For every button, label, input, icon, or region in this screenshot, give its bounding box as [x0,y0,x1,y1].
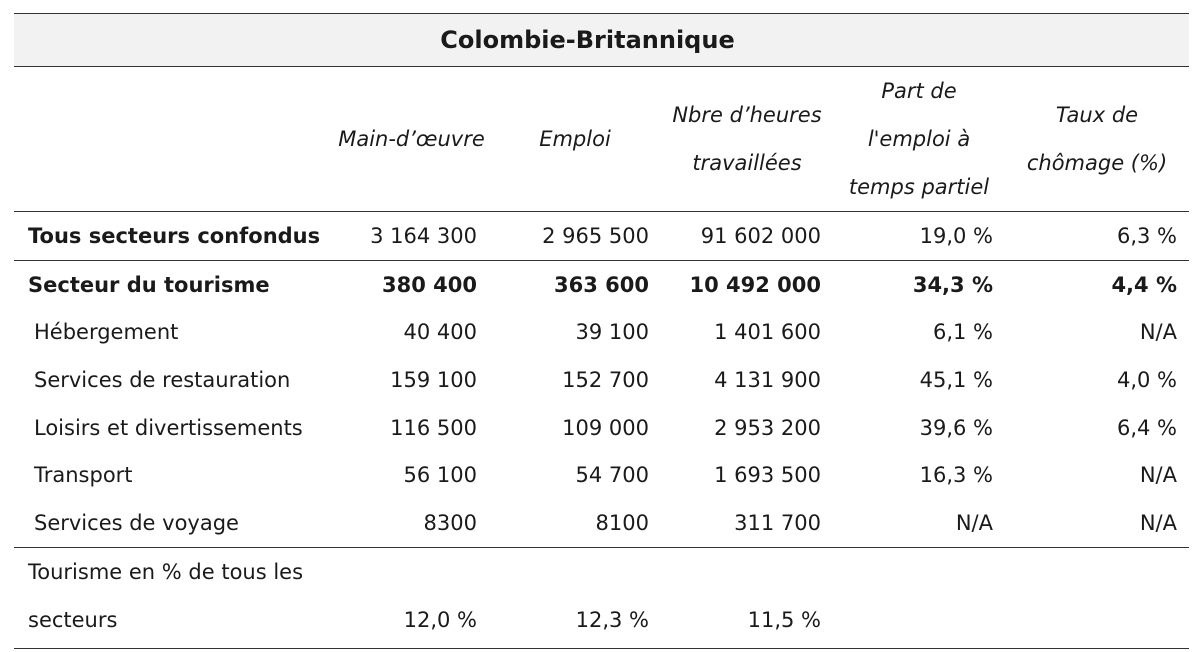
cell-value: 10 492 000 [689,272,821,297]
cell-value: 159 100 [390,367,477,392]
cell-value: 12,3 % [489,547,661,648]
cell-value: 116 500 [390,415,477,440]
table-title: Colombie-Britannique [440,26,735,54]
cell-value: 4,4 % [1111,272,1177,297]
header-temps-partiel: Part de l'emploi à temps partiel [833,67,1005,212]
row-label-subsector: Services de restauration [34,367,291,392]
table-row [14,404,1189,452]
table-row [14,356,1189,404]
row-label-subsector: Loisirs et divertissements [34,415,303,440]
table-row [14,212,1189,261]
cell-value: 54 700 [575,463,649,488]
header-emploi: Emploi [489,67,661,212]
cell-value: 11,5 % [661,547,833,648]
cell-value: 16,3 % [919,463,993,488]
cell-value: 6,1 % [932,320,993,345]
cell-value: 39 100 [575,320,649,345]
tourism-table-container [14,13,1189,649]
cell-value: 363 600 [554,272,649,297]
cell-value: 2 953 200 [714,415,821,440]
table-row [14,499,1189,547]
cell-value [833,547,1005,648]
cell-value: N/A [1005,499,1189,547]
cell-value: 8300 [334,499,489,547]
cell-value: 91 602 000 [661,212,833,261]
row-label-subsector: Transport [34,463,133,488]
cell-value: 45,1 % [919,367,993,392]
row-label-all-sectors: Tous secteurs confondus [14,212,334,261]
row-label-subsector: Services de voyage [14,499,334,547]
table-row-summary [14,547,1189,648]
row-label-subsector: Hébergement [34,320,179,345]
table-row [14,261,1189,309]
header-heures: Nbre d’heures travaillées [661,67,833,212]
cell-value: N/A [1139,463,1177,488]
table-title-bar [14,13,1189,67]
row-label-summary: Tourisme en % de tous les secteurs [14,547,334,648]
cell-value: 12,0 % [334,547,489,648]
cell-value: 311 700 [661,499,833,547]
cell-value: 8100 [489,499,661,547]
cell-value: 56 100 [403,463,477,488]
table-row [14,309,1189,357]
header-blank [14,67,334,212]
cell-value: 40 400 [403,320,477,345]
header-row [14,67,1189,212]
row-label-tourism: Secteur du tourisme [28,272,270,297]
cell-value: 152 700 [562,367,649,392]
header-main-doeuvre: Main-d’œuvre [334,67,489,212]
cell-value: 380 400 [382,272,477,297]
cell-value [1005,547,1189,648]
tourism-employment-table [14,67,1189,649]
table-row [14,451,1189,499]
cell-value: 1 401 600 [714,320,821,345]
header-chomage: Taux de chômage (%) [1005,67,1189,212]
cell-value: 109 000 [562,415,649,440]
cell-value: 4 131 900 [714,367,821,392]
cell-value: 6,3 % [1005,212,1189,261]
cell-value: 6,4 % [1116,415,1177,440]
cell-value: 34,3 % [912,272,993,297]
cell-value: 3 164 300 [334,212,489,261]
cell-value: 2 965 500 [489,212,661,261]
cell-value: 19,0 % [833,212,1005,261]
cell-value: 39,6 % [919,415,993,440]
cell-value: N/A [1139,320,1177,345]
cell-value: N/A [833,499,1005,547]
cell-value: 1 693 500 [714,463,821,488]
cell-value: 4,0 % [1116,367,1177,392]
